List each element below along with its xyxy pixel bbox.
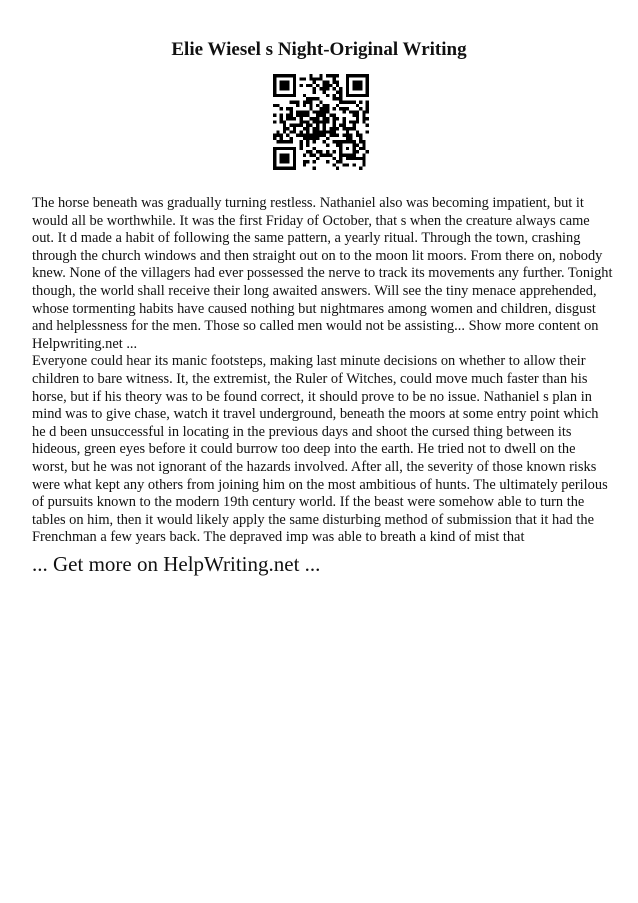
document-title: Elie Wiesel s Night-Original Writing (171, 39, 467, 60)
qr-code-icon (273, 74, 369, 170)
body-paragraph: The horse beneath was gradually turning restless. Nathaniel also was becoming impatient, but it would all be worthwhile. It was the first Friday of October, that s when the creature always came out. It d made a habit of following the same pattern, a yearly ritual. Through the town, crashing through the church windows and then straight out on to the moon lit moors. From there on, nobody knew. None of the villagers had ever possessed the nerve to track its movements any further. Tonight though, the world shall receive their long awaited answers. Will see the tiny menace apprehended, whose tormenting habits have caused nothing but nightmares among women and children, disgust and helplessness for the men. Those so called men would not be assisting... Show more content on Helpwriting.net ... (32, 195, 613, 352)
body-text (32, 195, 614, 547)
body-paragraph: Everyone could hear its manic footsteps, making last minute decisions on whether to allow their children to bare witness. It, the extremist, the Ruler of Witches, could move much faster than his horse, but if his theory was to be found correct, it should prove to be no issue. Nathaniel s plan in mind was to give chase, watch it travel underground, beneath the moors at some entry point which he d been unsuccessful in locating in the previous days and shoot the cursed thing between its hideous, green eyes before it could burrow too deep into the earth. He tried not to dwell on the worst, but he was not ignorant of the hazards involved. After all, the severity of those known risks were what kept any others from joining him on the most ambitious of hunts. The ultimately perilous of pursuits known to the modern 19th century world. If the beast were somehow able to turn the tables on him, then it would likely apply the same disturbing method of submission that it had the Frenchman a few years back. The depraved imp was able to breath a kind of mist that (32, 353, 608, 546)
footer-link[interactable]: ... Get more on HelpWriting.net ... (32, 552, 321, 576)
